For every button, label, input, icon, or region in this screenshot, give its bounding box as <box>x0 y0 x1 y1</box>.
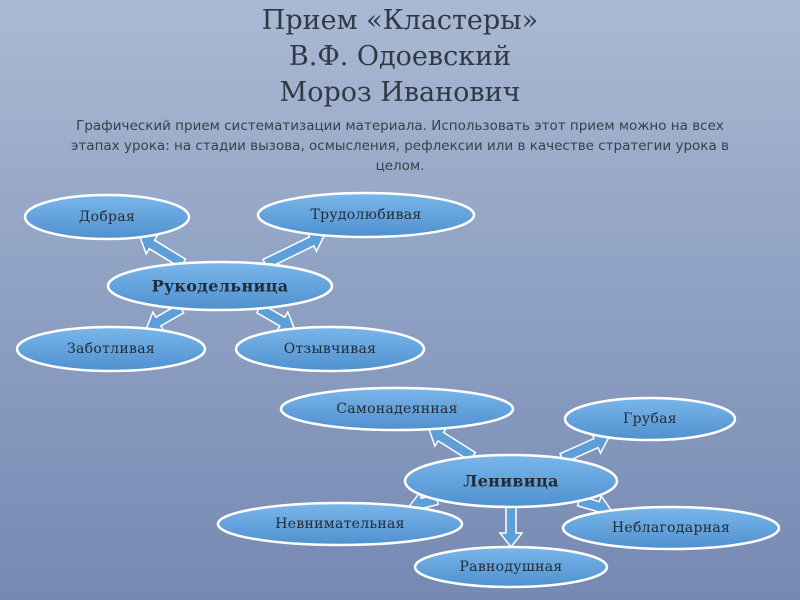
cluster-1-item-node <box>563 507 779 549</box>
cluster-0-center-node <box>108 262 332 310</box>
story-title: Мороз Иванович <box>279 77 521 108</box>
cluster-1-item-node-label: Грубая <box>623 411 677 427</box>
arrow-1-4 <box>500 507 522 547</box>
cluster-0-item-node <box>17 327 205 371</box>
arrow-0-1 <box>263 232 324 269</box>
method-description: Графический прием систематизации материала. Использовать этот прием можно на всех этапах урока: на стадии вызова, осмысления, рефлексии или в качестве стратегии урока в целом. <box>71 118 729 174</box>
cluster-0-item-node-label: Трудолюбивая <box>310 207 422 223</box>
cluster-1-item-node-label: Неблагодарная <box>611 520 731 536</box>
slide-title: Прием «Кластеры» <box>261 5 539 36</box>
cluster-0-item-node <box>236 327 424 371</box>
cluster-1-item-node <box>218 503 462 545</box>
cluster-1-item-node <box>415 547 607 587</box>
cluster-0-item-node-label: Заботливая <box>67 341 155 357</box>
cluster-0-item-node <box>25 195 189 239</box>
cluster-1-center-node <box>405 455 617 507</box>
cluster-1-item-node-label: Невнимательная <box>275 516 405 532</box>
cluster-0-item-node <box>258 193 474 237</box>
cluster-0-item-node-label: Добрая <box>78 209 136 225</box>
cluster-0-center-node-label: Рукодельница <box>151 276 289 296</box>
cluster-1-item-node-label: Самонадеянная <box>336 401 458 417</box>
cluster-0-item-node-label: Отзывчивая <box>283 341 377 357</box>
cluster-1-center-node-label: Ленивица <box>463 471 559 491</box>
cluster-1-item-node <box>281 388 513 430</box>
author-name: В.Ф. Одоевский <box>288 41 512 72</box>
cluster-1-item-node-label: Равнодушная <box>459 559 563 575</box>
cluster-1-item-node <box>565 398 735 440</box>
